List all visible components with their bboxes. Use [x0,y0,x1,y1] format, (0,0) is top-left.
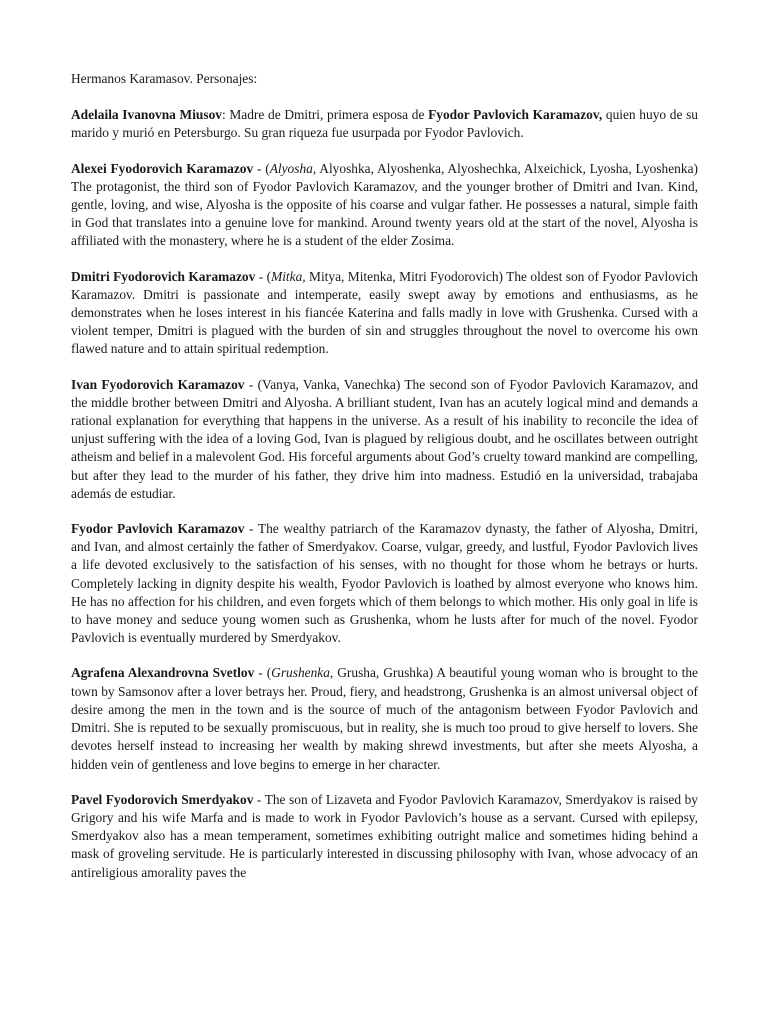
character-name: Ivan Fyodorovich Karamazov [71,376,245,392]
document-page [71,70,698,899]
entry-text: Grusha, Grushka) A beautiful young woman who is brought to the town by Samsonov after a lover betrays her. Proud, fiery, and headstrong, Grushenka is an almost universal object of desire among the men in the town and is the source of much of the antagonism between Fyodor Pavlovich and Dmitri. She is reputed to be sexually promiscuous, but in reality, she is much too proud to give herself to lovers. She devotes herself instead to increasing her wealth by making shrewd investments, but after she meets Alyosha, a hidden vein of gentleness and love begins to emerge in her character. [71,665,699,772]
name-separator: - ( [255,268,272,284]
entry-text-continued: quien huyo de su marido y murió en Petersburgo. Su gran riqueza fue usurpada por Fyodor Pavlovich. [71,107,698,141]
entry-adelaila [71,106,698,142]
italic-nickname: Alyosha, [269,160,317,176]
document-title: Hermanos Karamasov. Personajes: [71,71,258,86]
name-separator: - ( [253,160,270,176]
entry-text: The wealthy patriarch of the Karamazov dynasty, the father of Alyosha, Dmitri, and Ivan, and almost certainly the father of Smerdyakov. Coarse, vulgar, greedy, and lustful, Fyodor Pavlovich lives a life devoted exclusively to the satisfaction of his senses, with no thought for those whom he betrays or hurts. Completely lacking in dignity despite his wealth, Fyodor Pavlovich is loathed by almost everyone who knows him. He has no affection for his children, and even forgets which of them belongs to which mother. His only goal in life is to have money and seduce young women such as Grushenka, whom he lusts after for much of the novel. Fyodor Pavlovich is eventually murdered by Smerdyakov. [71,521,698,646]
name-separator: - [244,376,258,392]
italic-nickname: Mitka, [271,268,306,284]
entry-fyodor [71,520,698,647]
name-separator: : [221,107,230,123]
character-name: Pavel Fyodorovich Smerdyakov [71,791,254,807]
character-name: Fyodor Pavlovich Karamazov [71,521,245,537]
entry-text: Alyoshka, Alyoshenka, Alyoshechka, Alxeichick, Lyosha, Lyoshenka) The protagonist, the third son of Fyodor Pavlovich Karamazov, and the younger brother of Dmitri and Ivan. Kind, gentle, loving, and wise, Alyosha is the opposite of his coarse and vulgar father. He possesses a natural, simple faith in God that translates into a genuine love for mankind. Around twenty years old at the start of the novel, Alyosha is affiliated with the monastery, where he is a student of the elder Zosima. [71,160,698,249]
character-name: Agrafena Alexandrovna Svetlov [71,665,255,681]
character-name: Dmitri Fyodorovich Karamazov [71,268,256,284]
name-separator: - [244,521,258,537]
bold-reference: Fyodor Pavlovich Karamazov, [428,107,603,123]
entry-text: (Vanya, Vanka, Vanechka) The second son of Fyodor Pavlovich Karamazov, and the middle brother between Dmitri and Alyosha. A brilliant student, Ivan has an acutely logical mind and demands a rational explanation for everything that happens in the universe. As a result of his inability to reconcile the idea of unjust suffering with the idea of a loving God, Ivan is plagued by religious doubt, and he oscillates between outright atheism and belief in a malevolent God. His forceful arguments about God’s cruelty toward mankind are compelling, but after they lead to the murder of his father, they drive him into madness. Estudió en la universidad, trabajaba además de estudiar. [71,376,699,501]
character-name: Adelaila Ivanovna Miusov [71,107,222,123]
character-name: Alexei Fyodorovich Karamazov [71,160,254,176]
entry-alexei [71,160,698,251]
italic-nickname: Grushenka, [271,665,334,681]
entry-agrafena [71,664,698,773]
entry-text: Madre de Dmitri, primera esposa de [229,107,429,123]
entry-text: Mitya, Mitenka, Mitri Fyodorovich) The oldest son of Fyodor Pavlovich Karamazov. Dmitri is passionate and intemperate, easily swept away by emotions and enthusiasms, as he demonstrates when he loses interest in his fiancée Katerina and falls madly in love with Grushenka. Cursed with a violent temper, Dmitri is plagued with the burden of sin and struggles throughout the novel to overcome his own flawed nature and to attain spiritual redemption. [71,268,698,357]
entry-text: The son of Lizaveta and Fyodor Pavlovich Karamazov, Smerdyakov is raised by Grigory and his wife Marfa and is made to work in Fyodor Pavlovich’s house as a servant. Cursed with epilepsy, Smerdyakov also has a mean temperament, sometimes exhibiting outright malice and sometimes hiding behind a mask of groveling servitude. He is particularly interested in discussing philosophy with Ivan, whose advocacy of an antireligious amorality paves the [71,791,698,880]
entry-dmitri [71,268,698,359]
entry-pavel [71,791,698,882]
entry-ivan [71,376,698,503]
name-separator: - ( [254,665,272,681]
name-separator: - [253,791,265,807]
